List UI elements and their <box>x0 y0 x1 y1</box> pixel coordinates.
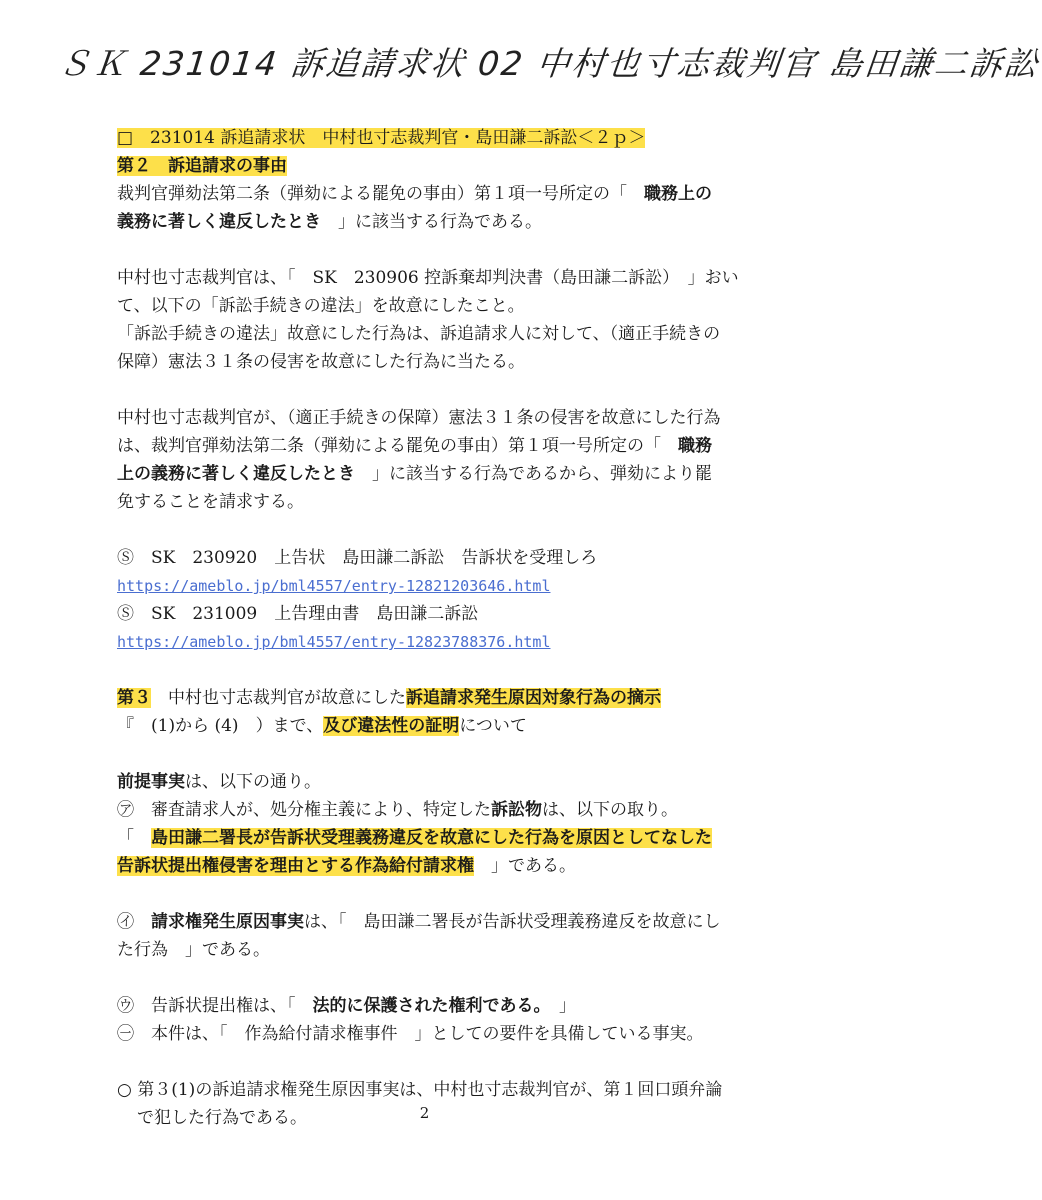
reference-item: Ⓢ SK 231009 上告理由書 島田謙二訴訟 <box>117 604 479 624</box>
highlight-run: 訴追請求発生原因対象行為の摘示 <box>406 688 661 708</box>
text-run: 『 (1)から (4) ）まで、 <box>117 716 324 736</box>
text-run: 裁判官弾劾法第二条（弾劾による罷免の事由）第１項一号所定の「 <box>117 184 644 204</box>
highlight-run: 及び違法性の証明 <box>323 716 460 736</box>
text-run: 」に該当する行為であるから、弾劾により罷 <box>355 464 712 484</box>
text-run: について <box>459 716 527 736</box>
text-run: 」に該当する行為である。 <box>321 212 542 232</box>
bold-run: 職務上の <box>644 184 712 204</box>
paragraph-line <box>117 992 787 1020</box>
bold-run: 訴訟物 <box>491 800 542 820</box>
text-run: は、「 島田謙二署長が告訴状受理義務違反を故意にし <box>304 912 721 932</box>
reference-link[interactable] <box>117 628 787 656</box>
bold-run: 法的に保護された権利である。 <box>312 996 542 1016</box>
text-run: 」である。 <box>474 856 576 876</box>
bold-run: 上の義務に著しく違反したとき <box>117 464 355 484</box>
page-number: 2 <box>419 1104 430 1122</box>
doc-heading <box>117 124 787 152</box>
paragraph-line: ㊀ 本件は、「 作為給付請求権事件 」としての要件を具備している事実。 <box>117 1024 704 1044</box>
paragraph-line <box>117 712 787 740</box>
highlight-run: 島田謙二署長が告訴状受理義務違反を故意にした行為を原因としてなした <box>151 828 712 848</box>
section-3-number: 第３ <box>117 688 151 708</box>
bold-run: 義務に著しく違反したとき <box>117 212 321 232</box>
paragraph-line <box>117 824 787 852</box>
paragraph-line <box>117 180 787 208</box>
section-2-heading <box>117 152 787 180</box>
text-run: ㋐ 審査請求人が、処分権主義により、特定した <box>117 800 491 820</box>
text-run: 」 <box>542 996 576 1016</box>
paragraph-line: た行為 」である。 <box>117 940 270 960</box>
paragraph-line: 中村也寸志裁判官は、「 SK 230906 控訴棄却判決書（島田謙二訴訟） 」おい <box>117 268 739 288</box>
text-run: ㋒ 告訴状提出権は、「 <box>117 996 313 1016</box>
doc-heading-text: □ 231014 訴追請求状 中村也寸志裁判官・島田謙二訴訟＜２ｐ＞ <box>117 128 646 148</box>
paragraph-line: 免することを請求する。 <box>117 492 304 512</box>
text-run: は、以下の通り。 <box>185 772 321 792</box>
paragraph-line <box>117 460 787 488</box>
document-body <box>117 124 787 1132</box>
text-run: 中村也寸志裁判官が故意にした <box>151 688 406 708</box>
highlight-run: 告訴状提出権侵害を理由とする作為給付請求権 <box>117 856 474 876</box>
paragraph-line: ○ 第３(1)の訴追請求権発生原因事実は、中村也寸志裁判官が、第１回口頭弁論 <box>117 1080 723 1100</box>
section-3-heading <box>117 684 787 712</box>
paragraph-line <box>117 208 787 236</box>
paragraph-line <box>117 768 787 796</box>
paragraph-line: で犯した行為である。 <box>137 1108 307 1128</box>
url-link[interactable]: https://ameblo.jp/bml4557/entry-12821203646.html <box>117 577 551 595</box>
section-2-title: 第２ 訴追請求の事由 <box>117 156 287 176</box>
reference-link[interactable] <box>117 572 787 600</box>
paragraph-line: て、以下の「訴訟手続きの違法」を故意にしたこと。 <box>117 296 525 316</box>
text-run: は、裁判官弾劾法第二条（弾劾による罷免の事由）第１項一号所定の「 <box>117 436 678 456</box>
paragraph-line <box>117 908 787 936</box>
handwritten-title: ＳＫ 231014 訴追請求状 02 中村也寸志裁判官 島田謙二訴訟 <box>55 44 1042 83</box>
paragraph-line <box>117 796 787 824</box>
paragraph-line <box>117 852 787 880</box>
reference-item: Ⓢ SK 230920 上告状 島田謙二訴訟 告訴状を受理しろ <box>117 548 598 568</box>
bold-run: 請求権発生原因事実 <box>151 912 304 932</box>
text-run: 「 <box>117 828 151 848</box>
paragraph-line <box>117 432 787 460</box>
url-link[interactable]: https://ameblo.jp/bml4557/entry-12823788376.html <box>117 633 551 651</box>
bold-run: 前提事実 <box>117 772 185 792</box>
paragraph-line: 「訴訟手続きの違法」故意にした行為は、訴追請求人に対して、（適正手続きの <box>117 324 721 344</box>
paragraph-line: 中村也寸志裁判官が、（適正手続きの保障）憲法３１条の侵害を故意にした行為 <box>117 408 721 428</box>
text-run: は、以下の取り。 <box>542 800 678 820</box>
bold-run: 職務 <box>678 436 712 456</box>
text-run: ㋑ <box>117 912 151 932</box>
paragraph-line: 保障）憲法３１条の侵害を故意にした行為に当たる。 <box>117 352 525 372</box>
